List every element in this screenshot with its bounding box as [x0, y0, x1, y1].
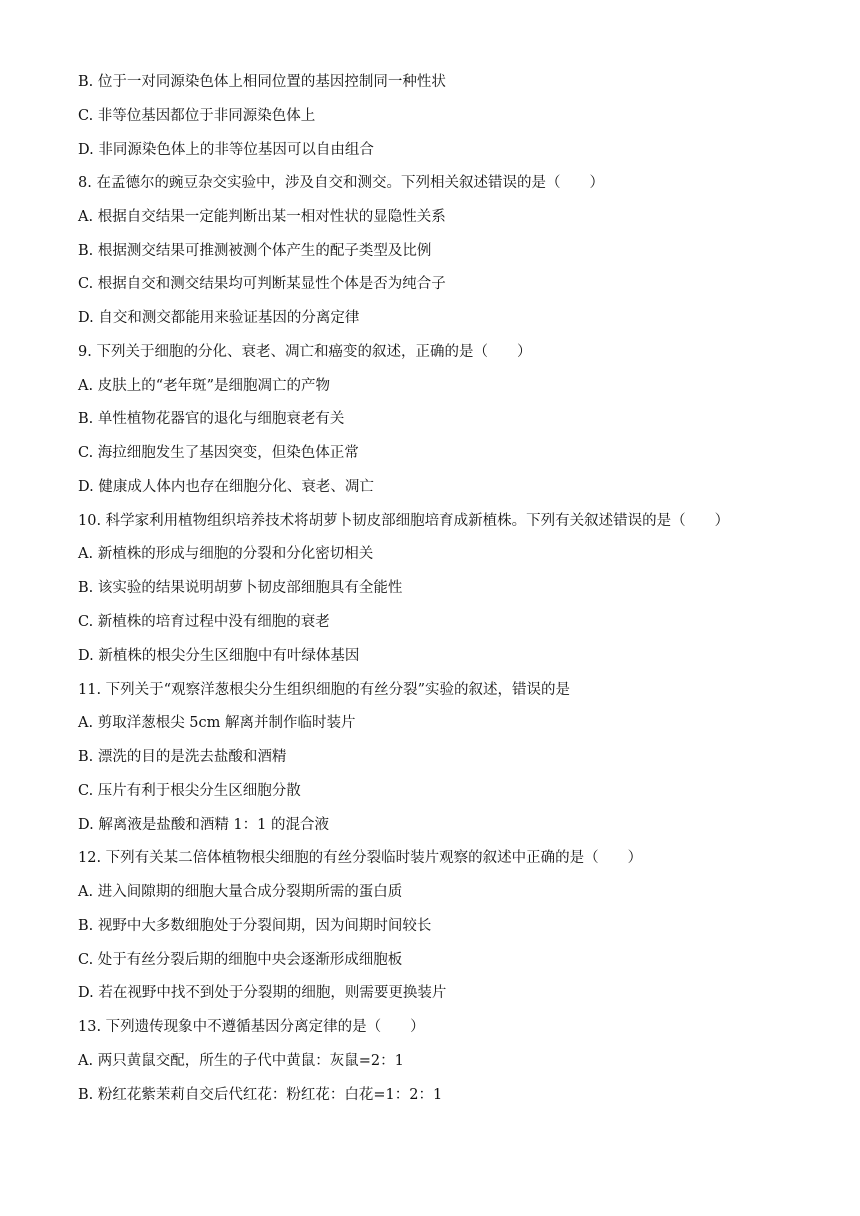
question-10-option-d: D. 新植株的根尖分生区细胞中有叶绿体基因	[78, 648, 360, 664]
question-11-option-c: C. 压片有利于根尖分生区细胞分散	[78, 783, 301, 799]
question-10-stem: 10. 科学家利用植物组织培养技术将胡萝卜韧皮部细胞培育成新植株。下列有关叙述错误的是（ ）	[78, 513, 730, 529]
question-12-stem: 12. 下列有关某二倍体植物根尖细胞的有丝分裂临时装片观察的叙述中正确的是（ ）	[78, 850, 643, 866]
question-12-option-b: B. 视野中大多数细胞处于分裂间期，因为间期时间较长	[78, 918, 432, 934]
question-10-option-a: A. 新植株的形成与细胞的分裂和分化密切相关	[78, 546, 374, 562]
question-11-option-d: D. 解离液是盐酸和酒精 1：1 的混合液	[78, 817, 329, 833]
question-10-option-b: B. 该实验的结果说明胡萝卜韧皮部细胞具有全能性	[78, 580, 403, 596]
question-9-option-d: D. 健康成人体内也存在细胞分化、衰老、凋亡	[78, 479, 374, 495]
question-13-option-b: B. 粉红花紫茉莉自交后代红花：粉红花：白花=1：2：1	[78, 1087, 443, 1103]
question-13-option-a: A. 两只黄鼠交配，所生的子代中黄鼠：灰鼠=2：1	[78, 1053, 404, 1069]
question-13-stem: 13. 下列遗传现象中不遵循基因分离定律的是（ ）	[78, 1019, 425, 1035]
question-9-option-a: A. 皮肤上的“老年斑”是细胞凋亡的产物	[78, 378, 331, 394]
question-8-stem: 8. 在孟德尔的豌豆杂交实验中，涉及自交和测交。下列相关叙述错误的是（ ）	[78, 175, 604, 191]
question-9-option-b: B. 单性植物花器官的退化与细胞衰老有关	[78, 411, 345, 427]
question-11-option-a: A. 剪取洋葱根尖 5cm 解离并制作临时装片	[78, 715, 356, 731]
question-11-option-b: B. 漂洗的目的是洗去盐酸和酒精	[78, 749, 287, 765]
question-8-option-b: B. 根据测交结果可推测被测个体产生的配子类型及比例	[78, 243, 432, 259]
question-12-option-c: C. 处于有丝分裂后期的细胞中央会逐渐形成细胞板	[78, 952, 403, 968]
option-c-line: C. 非等位基因都位于非同源染色体上	[78, 108, 316, 124]
question-8-option-a: A. 根据自交结果一定能判断出某一相对性状的显隐性关系	[78, 209, 446, 225]
question-12-option-d: D. 若在视野中找不到处于分裂期的细胞，则需要更换装片	[78, 985, 447, 1001]
option-d-line: D. 非同源染色体上的非等位基因可以自由组合	[78, 142, 374, 158]
question-9-option-c: C. 海拉细胞发生了基因突变，但染色体正常	[78, 445, 359, 461]
question-8-option-c: C. 根据自交和测交结果均可判断某显性个体是否为纯合子	[78, 276, 446, 292]
question-10-option-c: C. 新植株的培育过程中没有细胞的衰老	[78, 614, 330, 630]
option-b-line: B. 位于一对同源染色体上相同位置的基因控制同一种性状	[78, 74, 446, 90]
question-12-option-a: A. 进入间隙期的细胞大量合成分裂期所需的蛋白质	[78, 884, 403, 900]
question-9-stem: 9. 下列关于细胞的分化、衰老、凋亡和癌变的叙述，正确的是（ ）	[78, 344, 532, 360]
question-11-stem: 11. 下列关于“观察洋葱根尖分生组织细胞的有丝分裂”实验的叙述，错误的是	[78, 682, 570, 698]
question-8-option-d: D. 自交和测交都能用来验证基因的分离定律	[78, 310, 360, 326]
